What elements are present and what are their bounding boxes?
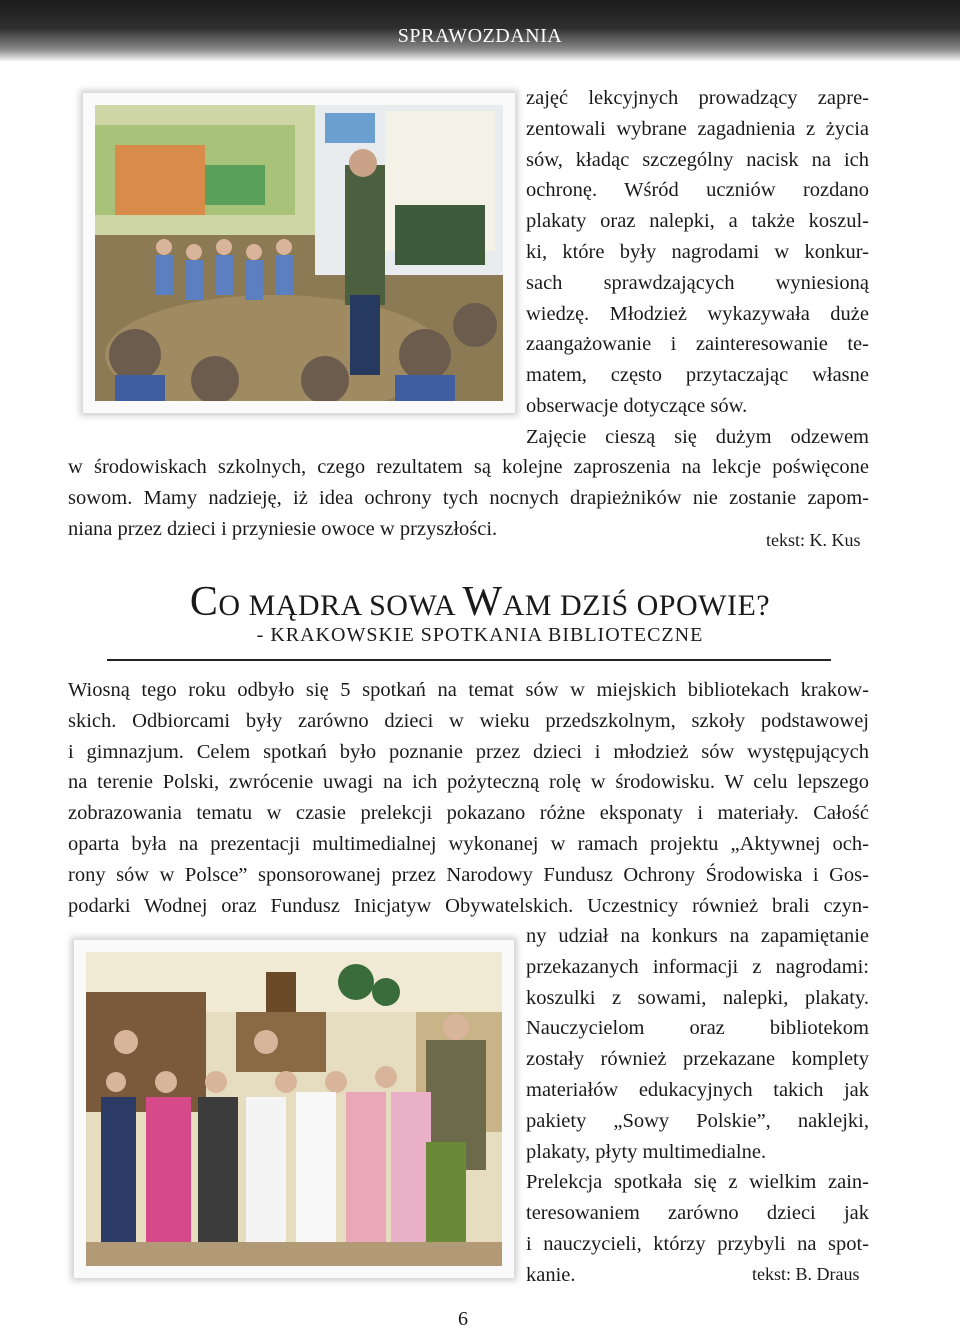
classroom-scene — [95, 105, 503, 401]
article2-subtitle: - KRAKOWSKIE SPOTKANIA BIBLIOTECZNE — [256, 624, 704, 646]
text-line: zaangażowanie i zainteresowanie te- — [526, 333, 869, 356]
text-line: materiałów edukacyjnych takich jak — [526, 1078, 869, 1101]
text-line: podarki Wodnej oraz Fundusz Inicjatyw Obywatelskich. Uczestnicy również brali czyn- — [68, 894, 869, 917]
text-line: Wiosną tego roku odbyło się 5 spotkań na temat sów w miejskich bibliotekach krakow- — [68, 679, 869, 701]
article2-title — [0, 578, 960, 626]
library-group-photo — [74, 940, 514, 1278]
text-line: w środowiskach szkolnych, czego rezultatem są kolejne zaproszenia na lekcje poświęcone — [68, 456, 869, 478]
text-line: przekazanych informacji z nagrodami: — [526, 955, 869, 978]
text-line: plakaty, płyty multimedialne. — [526, 1140, 767, 1163]
text-line: ochronę. Wśród uczniów rozdano — [526, 179, 869, 202]
article1-right-column — [526, 83, 869, 453]
text-line: obserwacje dotyczące sów. — [526, 394, 748, 417]
classroom-photo-image — [95, 105, 503, 401]
text-line: plakaty oraz nalepki, a także koszul- — [526, 210, 869, 233]
text-line: skich. Odbiorcami były zarówno dzieci w wieku przedszkolnym, szkoły podstawowej — [68, 709, 869, 732]
text-line: sowom. Mamy nadzieję, iż idea ochrony tych nocnych drapieżników nie zostanie zapom- — [68, 486, 869, 509]
title-divider — [107, 659, 831, 661]
text-line: Nauczycielom oraz bibliotekom — [526, 1017, 869, 1040]
classroom-photo — [83, 93, 515, 413]
text-line: sów, kładąc szczególny nacisk na ich — [526, 148, 869, 171]
text-line: zobrazowania tematu w czasie prelekcji pokazano różne eksponaty i materiały. Całość — [68, 802, 869, 825]
text-line: ki, które były nagrodami w konkur- — [526, 240, 869, 263]
text-line: zostały również przekazane komplety — [526, 1048, 869, 1071]
article2-full-width — [68, 675, 869, 921]
text-line: kanie. — [526, 1263, 576, 1286]
article2-right-column — [526, 921, 869, 1291]
library-scene — [86, 952, 502, 1266]
text-line: sach sprawdzających wyniesioną — [526, 271, 869, 294]
text-line: zentowali wybrane zagadnienia z życia — [526, 117, 869, 140]
title-cap: W — [462, 579, 503, 625]
text-line: Zajęcie cieszą się dużym odzewem — [526, 425, 869, 448]
title-cap: C — [189, 579, 219, 625]
text-line: teresowaniem zarówno dzieci jak — [526, 1202, 869, 1225]
title-rest: AM DZIŚ OPOWIE? — [502, 589, 771, 622]
text-line: niana przez dzieci i przyniesie owoce w przyszłości. — [68, 517, 498, 540]
text-line: matem, często przytaczając własne — [526, 364, 869, 387]
article2-credit: tekst: B. Draus — [752, 1264, 860, 1284]
title-rest: O MĄDRA SOWA — [218, 589, 463, 622]
text-line: ny udział na konkurs na zapamiętanie — [526, 925, 869, 947]
library-group-photo-image — [86, 952, 502, 1266]
text-line: na terenie Polski, zwrócenie uwagi na ich pożyteczną rolę w środowisku. W celu lepszego — [68, 771, 869, 794]
text-line: i gimnazjum. Celem spotkań było poznanie przez dzieci i młodzież sów występujących — [68, 740, 869, 763]
text-line: zajęć lekcyjnych prowadzący zapre- — [526, 87, 869, 109]
text-line: Prelekcja spotkała się z wielkim zain- — [526, 1171, 869, 1194]
text-line: i nauczycieli, którzy przybyli na spot- — [526, 1232, 869, 1255]
text-line: koszulki z sowami, nalepki, plakaty. — [526, 986, 869, 1009]
article1-full-width — [68, 452, 869, 544]
text-line: rony sów w Polsce” sponsorowanej przez Narodowy Fundusz Ochrony Środowiska i Gos- — [68, 863, 869, 886]
page-number: 6 — [458, 1308, 468, 1330]
text-line: oparta była na prezentacji multimedialnej wykonanej w ramach projektu „Aktywnej och- — [68, 832, 869, 855]
section-title: SPRAWOZDANIA — [397, 25, 563, 47]
text-line: wiedzę. Młodzież wykazywała duże — [526, 302, 869, 325]
article1-credit: tekst: K. Kus — [766, 530, 861, 550]
text-line: pakiety „Sowy Polskie”, naklejki, — [526, 1109, 869, 1132]
